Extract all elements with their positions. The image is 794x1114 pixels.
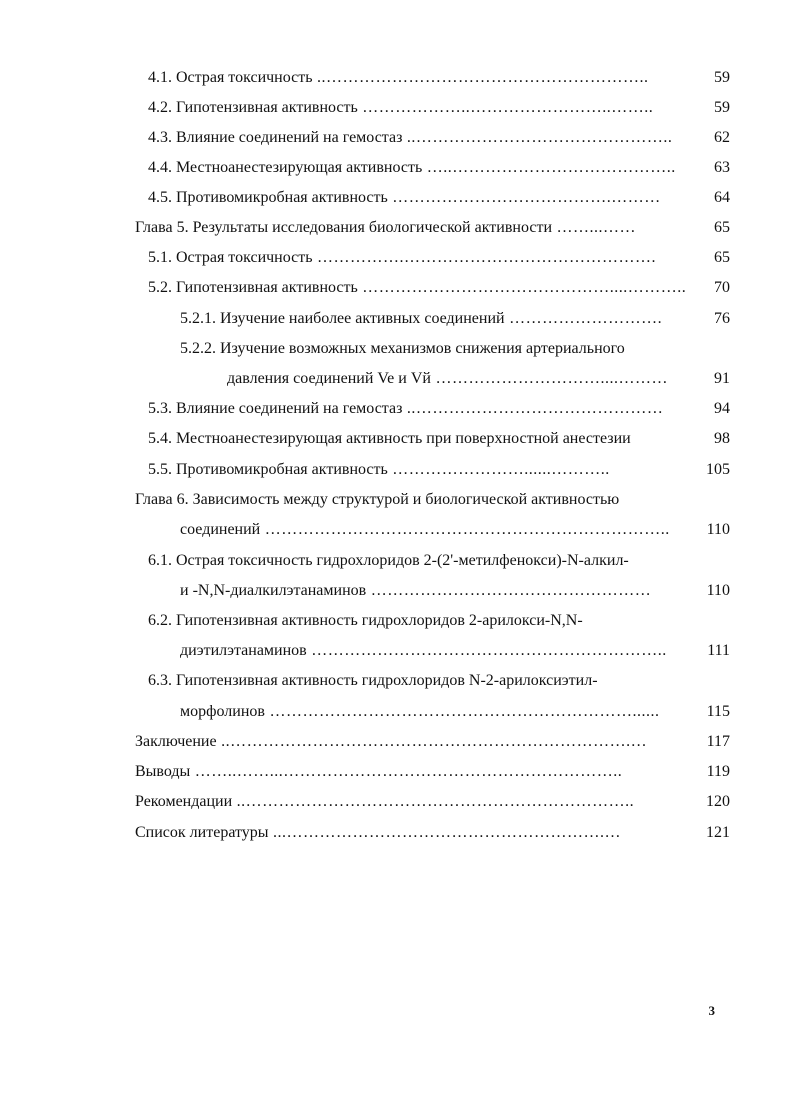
- toc-leader-dots: ……..……...……………………………………………………..: [190, 763, 623, 780]
- toc-item-text: 5.4. Местноанестезирующая активность при поверхностной анестезии: [148, 430, 631, 447]
- toc-item-6-3: [148, 671, 598, 691]
- toc-item-6-1-cont: [180, 581, 651, 601]
- toc-item-text: 4.5. Противомикробная активность: [148, 189, 388, 206]
- toc-item-4-4: [148, 158, 676, 178]
- toc-item-5-2-2: [180, 339, 625, 359]
- toc-item-text: 4.4. Местноанестезирующая активность: [148, 159, 423, 176]
- toc-page-number: 76: [714, 310, 730, 327]
- toc-page-number: 119: [706, 763, 730, 780]
- toc-leader-dots: ……………………………………………: [366, 582, 652, 599]
- toc-page-number: 65: [714, 249, 730, 266]
- toc-findings: [135, 762, 622, 782]
- toc-leader-dots: ………………………………………....………..: [357, 279, 687, 296]
- toc-leader-dots: ………………..……………………..……..: [357, 99, 654, 116]
- toc-leader-dots: ………………………………….………: [387, 189, 661, 206]
- toc-item-text: Рекомендации: [135, 793, 233, 810]
- toc-item-4-5: [148, 188, 661, 208]
- toc-page-number: 120: [706, 793, 730, 810]
- toc-item-text: Выводы: [135, 763, 191, 780]
- toc-item-text: соединений: [180, 521, 261, 538]
- toc-leader-dots: …..…………………………………..: [422, 159, 676, 176]
- toc-item-text: 4.1. Острая токсичность: [148, 69, 313, 86]
- toc-page-number: 59: [714, 99, 730, 116]
- toc-page-number: 62: [714, 129, 730, 146]
- toc-leader-dots: …………………………....………: [430, 370, 668, 387]
- toc-page-number: 111: [707, 642, 730, 659]
- toc-item-6-1: [148, 551, 629, 571]
- toc-item-text: морфолинов: [180, 703, 265, 720]
- toc-chapter-6: [135, 490, 619, 510]
- toc-item-text: Список литературы: [135, 824, 269, 841]
- toc-item-text: 5.2.2. Изучение возможных механизмов снижения артериального: [180, 340, 625, 357]
- toc-conclusion: [135, 732, 647, 752]
- toc-leader-dots: …………………………………………………………......: [264, 703, 660, 720]
- toc-item-5-5: [148, 460, 610, 480]
- toc-item-text: 5.2. Гипотензивная активность: [148, 279, 358, 296]
- toc-leader-dots: ..……………………………………………………………..: [232, 793, 635, 810]
- toc-item-5-4: [148, 429, 631, 449]
- toc-leader-dots: ……...……: [552, 219, 637, 236]
- toc-page-number: 117: [706, 733, 730, 750]
- toc-leader-dots: ……………………......………..: [387, 461, 610, 478]
- toc-leader-dots: ……………………….: [504, 310, 663, 327]
- toc-leader-dots: ………………………………………………………..: [306, 642, 667, 659]
- toc-item-5-2: [148, 278, 686, 298]
- toc-item-5-3: [148, 399, 663, 419]
- toc-page-number: 105: [706, 461, 730, 478]
- toc-page-number: 98: [714, 430, 730, 447]
- toc-item-6-2: [148, 611, 583, 631]
- toc-item-text: Глава 5. Результаты исследования биологической активности: [135, 219, 553, 236]
- toc-item-text: и -N,N-диалкилэтанаминов: [180, 582, 367, 599]
- toc-item-5-2-1: [180, 309, 662, 329]
- toc-references: [135, 823, 621, 843]
- toc-item-6-2-cont: [180, 641, 667, 661]
- toc-item-text: 4.3. Влияние соединений на гемостаз: [148, 129, 403, 146]
- toc-page-number: 91: [714, 370, 730, 387]
- toc-chapter-6-cont: [180, 520, 670, 540]
- toc-item-text: 6.3. Гипотензивная активность гидрохлоридов N-2-арилоксиэтил-: [148, 672, 598, 689]
- toc-item-text: Заключение: [135, 733, 217, 750]
- toc-item-text: давления соединений Ve и Vй: [227, 370, 431, 387]
- toc-page-number: 115: [706, 703, 730, 720]
- toc-page-number: 70: [714, 279, 730, 296]
- toc-recommendations: [135, 792, 634, 812]
- toc-page-number: 121: [706, 824, 730, 841]
- toc-leader-dots: ..………………………………………: [402, 400, 664, 417]
- toc-item-text: диэтилэтанаминов: [180, 642, 307, 659]
- toc-item-4-2: [148, 98, 653, 118]
- toc-item-text: 5.1. Острая токсичность: [148, 249, 313, 266]
- toc-page-number: 63: [714, 159, 730, 176]
- toc-page-number: 94: [714, 400, 730, 417]
- toc-leader-dots: ...………………………………………………….…: [268, 824, 622, 841]
- toc-item-4-1: [148, 68, 649, 88]
- toc-item-text: 6.2. Гипотензивная активность гидрохлоридов 2-арилокси-N,N-: [148, 612, 583, 629]
- toc-item-text: 5.3. Влияние соединений на гемостаз: [148, 400, 403, 417]
- toc-item-4-3: [148, 128, 672, 148]
- toc-page-number: 64: [714, 189, 730, 206]
- page-number: 3: [708, 1003, 715, 1018]
- toc-item-text: 6.1. Острая токсичность гидрохлоридов 2-(2'-метилфенокси)-N-алкил-: [148, 552, 629, 569]
- toc-item-text: 4.2. Гипотензивная активность: [148, 99, 358, 116]
- toc-item-text: Глава 6. Зависимость между структурой и биологической активностью: [135, 491, 620, 508]
- toc-item-5-1: [148, 248, 656, 268]
- toc-item-6-3-cont: [180, 702, 659, 722]
- toc-leader-dots: ..………………………………………..: [402, 129, 673, 146]
- toc-page-number: 110: [706, 582, 730, 599]
- toc-leader-dots: ..……………………………………………………………….…: [216, 733, 648, 750]
- toc-leader-dots: ………………………………………………………………..: [260, 521, 670, 538]
- toc-item-text: 5.2.1. Изучение наиболее активных соединений: [180, 310, 505, 327]
- toc-page-number: 65: [714, 219, 730, 236]
- toc-leader-dots: ..…………………………………………………..: [312, 69, 649, 86]
- toc-page-number: 59: [714, 69, 730, 86]
- toc-page-number: 110: [706, 521, 730, 538]
- toc-item-text: 5.5. Противомикробная активность: [148, 461, 388, 478]
- toc-leader-dots: …………….……………………………………….: [312, 249, 657, 266]
- toc-chapter-5: [135, 218, 636, 238]
- toc-item-5-2-2-cont: [227, 369, 668, 389]
